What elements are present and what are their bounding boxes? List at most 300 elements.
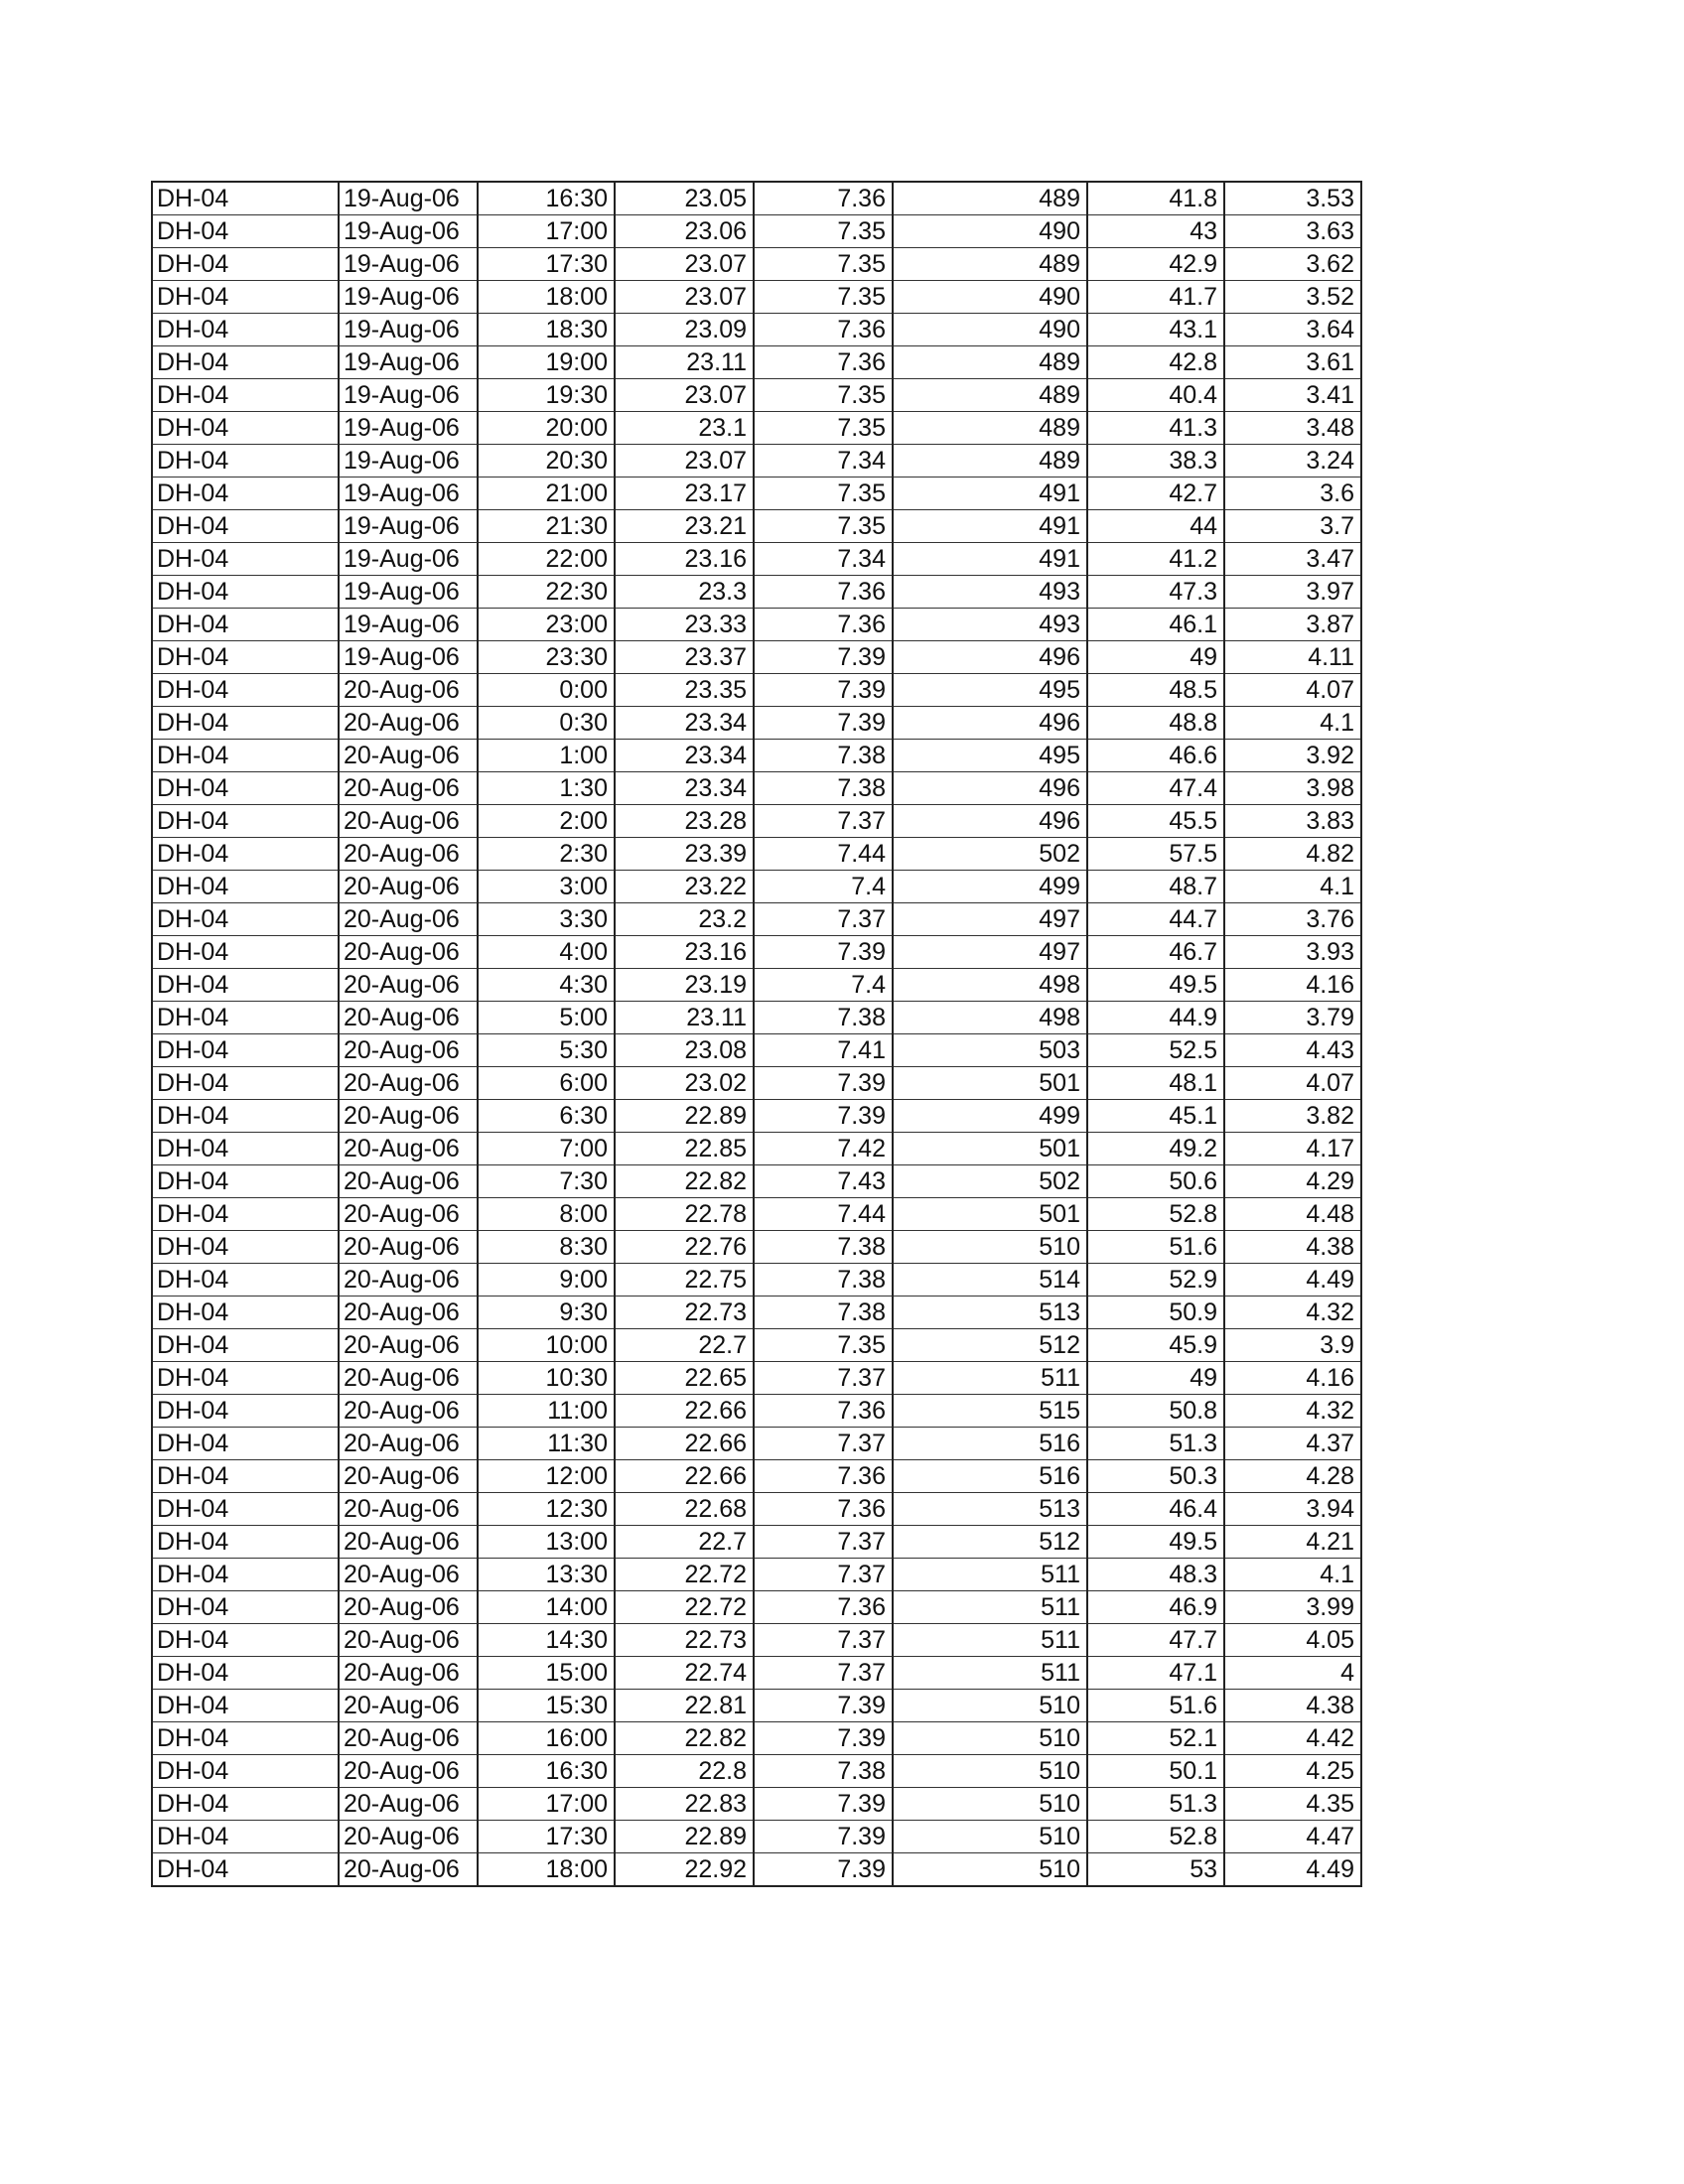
ph-cell: 7.42 [754, 1133, 893, 1165]
table-row [152, 1624, 1361, 1657]
date-cell: 19-Aug-06 [339, 314, 478, 346]
ph-cell: 7.39 [754, 1722, 893, 1755]
table-row [152, 346, 1361, 379]
ph-cell: 7.37 [754, 1526, 893, 1559]
table-row [152, 1165, 1361, 1198]
well-id-cell: DH-04 [152, 543, 339, 576]
time-cell: 12:30 [478, 1493, 615, 1526]
date-cell: 19-Aug-06 [339, 641, 478, 674]
table-row [152, 1034, 1361, 1067]
ph-cell: 7.34 [754, 543, 893, 576]
dissolved-oxygen-percent-cell: 38.3 [1087, 445, 1224, 478]
ph-cell: 7.39 [754, 936, 893, 969]
dissolved-oxygen-percent-cell: 50.9 [1087, 1297, 1224, 1329]
date-cell: 20-Aug-06 [339, 1264, 478, 1297]
date-cell: 20-Aug-06 [339, 1067, 478, 1100]
time-cell: 11:00 [478, 1395, 615, 1428]
time-cell: 7:30 [478, 1165, 615, 1198]
well-id-cell: DH-04 [152, 215, 339, 248]
table-row [152, 478, 1361, 510]
dissolved-oxygen-percent-cell: 48.3 [1087, 1559, 1224, 1591]
conductivity-cell: 495 [893, 674, 1087, 707]
ph-cell: 7.37 [754, 1559, 893, 1591]
dissolved-oxygen-percent-cell: 41.7 [1087, 281, 1224, 314]
date-cell: 20-Aug-06 [339, 1559, 478, 1591]
dissolved-oxygen-cell: 4.32 [1224, 1297, 1361, 1329]
date-cell: 19-Aug-06 [339, 281, 478, 314]
table-row [152, 1526, 1361, 1559]
dissolved-oxygen-percent-cell: 49 [1087, 641, 1224, 674]
dissolved-oxygen-cell: 4 [1224, 1657, 1361, 1690]
well-id-cell: DH-04 [152, 1231, 339, 1264]
conductivity-cell: 501 [893, 1133, 1087, 1165]
table-row [152, 838, 1361, 871]
ph-cell: 7.39 [754, 1853, 893, 1887]
ph-cell: 7.36 [754, 182, 893, 215]
ph-cell: 7.37 [754, 1428, 893, 1460]
time-cell: 10:00 [478, 1329, 615, 1362]
time-cell: 9:30 [478, 1297, 615, 1329]
time-cell: 16:00 [478, 1722, 615, 1755]
well-id-cell: DH-04 [152, 838, 339, 871]
time-cell: 5:00 [478, 1002, 615, 1034]
temperature-cell: 23.06 [615, 215, 754, 248]
date-cell: 20-Aug-06 [339, 1591, 478, 1624]
date-cell: 19-Aug-06 [339, 543, 478, 576]
date-cell: 19-Aug-06 [339, 445, 478, 478]
date-cell: 20-Aug-06 [339, 1362, 478, 1395]
table-row [152, 1231, 1361, 1264]
table-row [152, 215, 1361, 248]
table-row [152, 1460, 1361, 1493]
dissolved-oxygen-cell: 4.1 [1224, 871, 1361, 903]
temperature-cell: 22.73 [615, 1624, 754, 1657]
table-row [152, 412, 1361, 445]
dissolved-oxygen-cell: 4.25 [1224, 1755, 1361, 1788]
temperature-cell: 22.75 [615, 1264, 754, 1297]
temperature-cell: 22.81 [615, 1690, 754, 1722]
conductivity-cell: 510 [893, 1788, 1087, 1821]
time-cell: 8:00 [478, 1198, 615, 1231]
ph-cell: 7.39 [754, 1821, 893, 1853]
ph-cell: 7.38 [754, 1297, 893, 1329]
ph-cell: 7.38 [754, 1264, 893, 1297]
well-id-cell: DH-04 [152, 641, 339, 674]
table-row [152, 379, 1361, 412]
conductivity-cell: 489 [893, 379, 1087, 412]
time-cell: 6:00 [478, 1067, 615, 1100]
temperature-cell: 23.39 [615, 838, 754, 871]
ph-cell: 7.37 [754, 903, 893, 936]
well-id-cell: DH-04 [152, 478, 339, 510]
date-cell: 20-Aug-06 [339, 838, 478, 871]
well-id-cell: DH-04 [152, 936, 339, 969]
time-cell: 13:30 [478, 1559, 615, 1591]
conductivity-cell: 510 [893, 1755, 1087, 1788]
dissolved-oxygen-percent-cell: 46.1 [1087, 609, 1224, 641]
well-id-cell: DH-04 [152, 1657, 339, 1690]
dissolved-oxygen-percent-cell: 42.9 [1087, 248, 1224, 281]
table-row [152, 1821, 1361, 1853]
conductivity-cell: 489 [893, 445, 1087, 478]
ph-cell: 7.37 [754, 1362, 893, 1395]
dissolved-oxygen-percent-cell: 46.9 [1087, 1591, 1224, 1624]
conductivity-cell: 497 [893, 936, 1087, 969]
dissolved-oxygen-cell: 4.43 [1224, 1034, 1361, 1067]
temperature-cell: 23.16 [615, 543, 754, 576]
dissolved-oxygen-percent-cell: 49.5 [1087, 1526, 1224, 1559]
conductivity-cell: 511 [893, 1559, 1087, 1591]
time-cell: 17:30 [478, 248, 615, 281]
dissolved-oxygen-cell: 4.42 [1224, 1722, 1361, 1755]
well-id-cell: DH-04 [152, 1493, 339, 1526]
date-cell: 20-Aug-06 [339, 1100, 478, 1133]
table-row [152, 1853, 1361, 1887]
conductivity-cell: 491 [893, 510, 1087, 543]
date-cell: 19-Aug-06 [339, 379, 478, 412]
time-cell: 6:30 [478, 1100, 615, 1133]
date-cell: 20-Aug-06 [339, 1395, 478, 1428]
ph-cell: 7.36 [754, 609, 893, 641]
temperature-cell: 22.76 [615, 1231, 754, 1264]
well-id-cell: DH-04 [152, 1329, 339, 1362]
table-row [152, 1657, 1361, 1690]
temperature-cell: 22.73 [615, 1297, 754, 1329]
well-id-cell: DH-04 [152, 1100, 339, 1133]
dissolved-oxygen-percent-cell: 45.9 [1087, 1329, 1224, 1362]
table-row [152, 1362, 1361, 1395]
dissolved-oxygen-percent-cell: 51.6 [1087, 1231, 1224, 1264]
well-id-cell: DH-04 [152, 1297, 339, 1329]
ph-cell: 7.38 [754, 740, 893, 772]
conductivity-cell: 499 [893, 871, 1087, 903]
conductivity-cell: 511 [893, 1657, 1087, 1690]
conductivity-cell: 489 [893, 412, 1087, 445]
date-cell: 20-Aug-06 [339, 1755, 478, 1788]
ph-cell: 7.39 [754, 1067, 893, 1100]
conductivity-cell: 510 [893, 1231, 1087, 1264]
date-cell: 20-Aug-06 [339, 1722, 478, 1755]
time-cell: 16:30 [478, 1755, 615, 1788]
dissolved-oxygen-cell: 3.52 [1224, 281, 1361, 314]
time-cell: 0:30 [478, 707, 615, 740]
well-id-cell: DH-04 [152, 903, 339, 936]
well-id-cell: DH-04 [152, 1133, 339, 1165]
table-row [152, 871, 1361, 903]
table-row [152, 1329, 1361, 1362]
ph-cell: 7.41 [754, 1034, 893, 1067]
temperature-cell: 22.72 [615, 1591, 754, 1624]
well-id-cell: DH-04 [152, 314, 339, 346]
conductivity-cell: 514 [893, 1264, 1087, 1297]
well-id-cell: DH-04 [152, 1755, 339, 1788]
temperature-cell: 23.05 [615, 182, 754, 215]
date-cell: 20-Aug-06 [339, 1231, 478, 1264]
ph-cell: 7.35 [754, 248, 893, 281]
conductivity-cell: 489 [893, 346, 1087, 379]
ph-cell: 7.36 [754, 1493, 893, 1526]
time-cell: 15:00 [478, 1657, 615, 1690]
dissolved-oxygen-cell: 3.87 [1224, 609, 1361, 641]
ph-cell: 7.35 [754, 412, 893, 445]
table-row [152, 543, 1361, 576]
table-row [152, 969, 1361, 1002]
dissolved-oxygen-cell: 4.38 [1224, 1231, 1361, 1264]
table-row [152, 510, 1361, 543]
dissolved-oxygen-cell: 4.21 [1224, 1526, 1361, 1559]
conductivity-cell: 515 [893, 1395, 1087, 1428]
table-row [152, 1264, 1361, 1297]
ph-cell: 7.34 [754, 445, 893, 478]
time-cell: 8:30 [478, 1231, 615, 1264]
time-cell: 4:00 [478, 936, 615, 969]
table-row [152, 1559, 1361, 1591]
dissolved-oxygen-percent-cell: 57.5 [1087, 838, 1224, 871]
temperature-cell: 22.65 [615, 1362, 754, 1395]
temperature-cell: 22.66 [615, 1428, 754, 1460]
dissolved-oxygen-percent-cell: 52.1 [1087, 1722, 1224, 1755]
time-cell: 7:00 [478, 1133, 615, 1165]
ph-cell: 7.4 [754, 871, 893, 903]
table-row [152, 314, 1361, 346]
dissolved-oxygen-percent-cell: 46.4 [1087, 1493, 1224, 1526]
date-cell: 20-Aug-06 [339, 1853, 478, 1887]
conductivity-cell: 496 [893, 641, 1087, 674]
dissolved-oxygen-cell: 4.11 [1224, 641, 1361, 674]
temperature-cell: 23.33 [615, 609, 754, 641]
table-row [152, 1591, 1361, 1624]
time-cell: 2:00 [478, 805, 615, 838]
dissolved-oxygen-percent-cell: 47.1 [1087, 1657, 1224, 1690]
well-id-cell: DH-04 [152, 871, 339, 903]
dissolved-oxygen-cell: 3.97 [1224, 576, 1361, 609]
table-row [152, 740, 1361, 772]
dissolved-oxygen-percent-cell: 45.5 [1087, 805, 1224, 838]
dissolved-oxygen-percent-cell: 51.3 [1087, 1788, 1224, 1821]
dissolved-oxygen-cell: 4.48 [1224, 1198, 1361, 1231]
time-cell: 12:00 [478, 1460, 615, 1493]
well-id-cell: DH-04 [152, 1264, 339, 1297]
temperature-cell: 23.34 [615, 707, 754, 740]
well-id-cell: DH-04 [152, 510, 339, 543]
dissolved-oxygen-percent-cell: 50.8 [1087, 1395, 1224, 1428]
temperature-cell: 22.7 [615, 1526, 754, 1559]
well-id-cell: DH-04 [152, 1034, 339, 1067]
time-cell: 18:30 [478, 314, 615, 346]
dissolved-oxygen-percent-cell: 42.8 [1087, 346, 1224, 379]
conductivity-cell: 502 [893, 1165, 1087, 1198]
table-body [152, 182, 1361, 1886]
well-id-cell: DH-04 [152, 1165, 339, 1198]
conductivity-cell: 502 [893, 838, 1087, 871]
table-row [152, 576, 1361, 609]
ph-cell: 7.44 [754, 1198, 893, 1231]
dissolved-oxygen-percent-cell: 52.8 [1087, 1198, 1224, 1231]
date-cell: 20-Aug-06 [339, 1624, 478, 1657]
temperature-cell: 22.89 [615, 1100, 754, 1133]
ph-cell: 7.38 [754, 1002, 893, 1034]
temperature-cell: 22.89 [615, 1821, 754, 1853]
time-cell: 14:30 [478, 1624, 615, 1657]
table-row [152, 707, 1361, 740]
well-id-cell: DH-04 [152, 1428, 339, 1460]
well-id-cell: DH-04 [152, 805, 339, 838]
dissolved-oxygen-percent-cell: 43 [1087, 215, 1224, 248]
dissolved-oxygen-percent-cell: 40.4 [1087, 379, 1224, 412]
conductivity-cell: 511 [893, 1591, 1087, 1624]
table-row [152, 248, 1361, 281]
conductivity-cell: 498 [893, 969, 1087, 1002]
conductivity-cell: 510 [893, 1722, 1087, 1755]
well-id-cell: DH-04 [152, 1591, 339, 1624]
well-id-cell: DH-04 [152, 346, 339, 379]
conductivity-cell: 511 [893, 1362, 1087, 1395]
ph-cell: 7.37 [754, 805, 893, 838]
dissolved-oxygen-cell: 3.76 [1224, 903, 1361, 936]
ph-cell: 7.37 [754, 1624, 893, 1657]
well-id-cell: DH-04 [152, 1460, 339, 1493]
table-row [152, 936, 1361, 969]
temperature-cell: 23.1 [615, 412, 754, 445]
date-cell: 20-Aug-06 [339, 707, 478, 740]
date-cell: 20-Aug-06 [339, 674, 478, 707]
dissolved-oxygen-percent-cell: 44.9 [1087, 1002, 1224, 1034]
temperature-cell: 23.08 [615, 1034, 754, 1067]
well-id-cell: DH-04 [152, 1722, 339, 1755]
well-id-cell: DH-04 [152, 1559, 339, 1591]
ph-cell: 7.38 [754, 1231, 893, 1264]
temperature-cell: 22.85 [615, 1133, 754, 1165]
temperature-cell: 23.22 [615, 871, 754, 903]
dissolved-oxygen-percent-cell: 50.6 [1087, 1165, 1224, 1198]
well-id-cell: DH-04 [152, 1788, 339, 1821]
date-cell: 20-Aug-06 [339, 871, 478, 903]
dissolved-oxygen-percent-cell: 50.3 [1087, 1460, 1224, 1493]
well-id-cell: DH-04 [152, 1362, 339, 1395]
dissolved-oxygen-cell: 3.9 [1224, 1329, 1361, 1362]
conductivity-cell: 516 [893, 1460, 1087, 1493]
time-cell: 19:00 [478, 346, 615, 379]
time-cell: 15:30 [478, 1690, 615, 1722]
conductivity-cell: 490 [893, 314, 1087, 346]
conductivity-cell: 493 [893, 609, 1087, 641]
well-id-cell: DH-04 [152, 576, 339, 609]
conductivity-cell: 496 [893, 707, 1087, 740]
table-row [152, 805, 1361, 838]
date-cell: 20-Aug-06 [339, 1493, 478, 1526]
time-cell: 10:30 [478, 1362, 615, 1395]
date-cell: 19-Aug-06 [339, 248, 478, 281]
date-cell: 20-Aug-06 [339, 1428, 478, 1460]
table-row [152, 182, 1361, 215]
temperature-cell: 22.82 [615, 1165, 754, 1198]
well-id-cell: DH-04 [152, 1067, 339, 1100]
ph-cell: 7.35 [754, 478, 893, 510]
dissolved-oxygen-percent-cell: 53 [1087, 1853, 1224, 1887]
dissolved-oxygen-percent-cell: 52.8 [1087, 1821, 1224, 1853]
ph-cell: 7.39 [754, 674, 893, 707]
date-cell: 20-Aug-06 [339, 1165, 478, 1198]
conductivity-cell: 496 [893, 772, 1087, 805]
dissolved-oxygen-cell: 4.47 [1224, 1821, 1361, 1853]
ph-cell: 7.39 [754, 641, 893, 674]
ph-cell: 7.43 [754, 1165, 893, 1198]
dissolved-oxygen-cell: 4.29 [1224, 1165, 1361, 1198]
conductivity-cell: 496 [893, 805, 1087, 838]
dissolved-oxygen-cell: 3.48 [1224, 412, 1361, 445]
time-cell: 11:30 [478, 1428, 615, 1460]
dissolved-oxygen-cell: 4.07 [1224, 674, 1361, 707]
dissolved-oxygen-cell: 4.16 [1224, 969, 1361, 1002]
dissolved-oxygen-cell: 4.82 [1224, 838, 1361, 871]
date-cell: 20-Aug-06 [339, 1460, 478, 1493]
temperature-cell: 23.34 [615, 772, 754, 805]
table-row [152, 641, 1361, 674]
well-id-cell: DH-04 [152, 281, 339, 314]
well-id-cell: DH-04 [152, 182, 339, 215]
table-row [152, 1722, 1361, 1755]
conductivity-cell: 491 [893, 543, 1087, 576]
conductivity-cell: 511 [893, 1624, 1087, 1657]
time-cell: 21:30 [478, 510, 615, 543]
time-cell: 18:00 [478, 1853, 615, 1887]
temperature-cell: 23.16 [615, 936, 754, 969]
dissolved-oxygen-cell: 4.49 [1224, 1853, 1361, 1887]
dissolved-oxygen-cell: 4.1 [1224, 707, 1361, 740]
date-cell: 20-Aug-06 [339, 1002, 478, 1034]
well-id-cell: DH-04 [152, 674, 339, 707]
well-id-cell: DH-04 [152, 1395, 339, 1428]
ph-cell: 7.39 [754, 1100, 893, 1133]
time-cell: 9:00 [478, 1264, 615, 1297]
temperature-cell: 23.19 [615, 969, 754, 1002]
date-cell: 20-Aug-06 [339, 805, 478, 838]
dissolved-oxygen-cell: 3.47 [1224, 543, 1361, 576]
temperature-cell: 23.07 [615, 281, 754, 314]
dissolved-oxygen-percent-cell: 42.7 [1087, 478, 1224, 510]
table-row [152, 1002, 1361, 1034]
well-id-cell: DH-04 [152, 1821, 339, 1853]
dissolved-oxygen-percent-cell: 45.1 [1087, 1100, 1224, 1133]
well-id-cell: DH-04 [152, 379, 339, 412]
date-cell: 20-Aug-06 [339, 903, 478, 936]
dissolved-oxygen-cell: 4.32 [1224, 1395, 1361, 1428]
time-cell: 1:30 [478, 772, 615, 805]
ph-cell: 7.35 [754, 379, 893, 412]
temperature-cell: 23.11 [615, 346, 754, 379]
ph-cell: 7.35 [754, 281, 893, 314]
date-cell: 19-Aug-06 [339, 576, 478, 609]
conductivity-cell: 512 [893, 1329, 1087, 1362]
time-cell: 23:00 [478, 609, 615, 641]
temperature-cell: 22.82 [615, 1722, 754, 1755]
well-id-cell: DH-04 [152, 1002, 339, 1034]
dissolved-oxygen-cell: 3.6 [1224, 478, 1361, 510]
time-cell: 19:30 [478, 379, 615, 412]
ph-cell: 7.36 [754, 346, 893, 379]
conductivity-cell: 510 [893, 1853, 1087, 1887]
dissolved-oxygen-percent-cell: 49 [1087, 1362, 1224, 1395]
date-cell: 20-Aug-06 [339, 936, 478, 969]
dissolved-oxygen-percent-cell: 46.7 [1087, 936, 1224, 969]
time-cell: 17:00 [478, 215, 615, 248]
dissolved-oxygen-cell: 3.94 [1224, 1493, 1361, 1526]
time-cell: 5:30 [478, 1034, 615, 1067]
dissolved-oxygen-percent-cell: 48.1 [1087, 1067, 1224, 1100]
ph-cell: 7.35 [754, 510, 893, 543]
well-id-cell: DH-04 [152, 707, 339, 740]
time-cell: 0:00 [478, 674, 615, 707]
